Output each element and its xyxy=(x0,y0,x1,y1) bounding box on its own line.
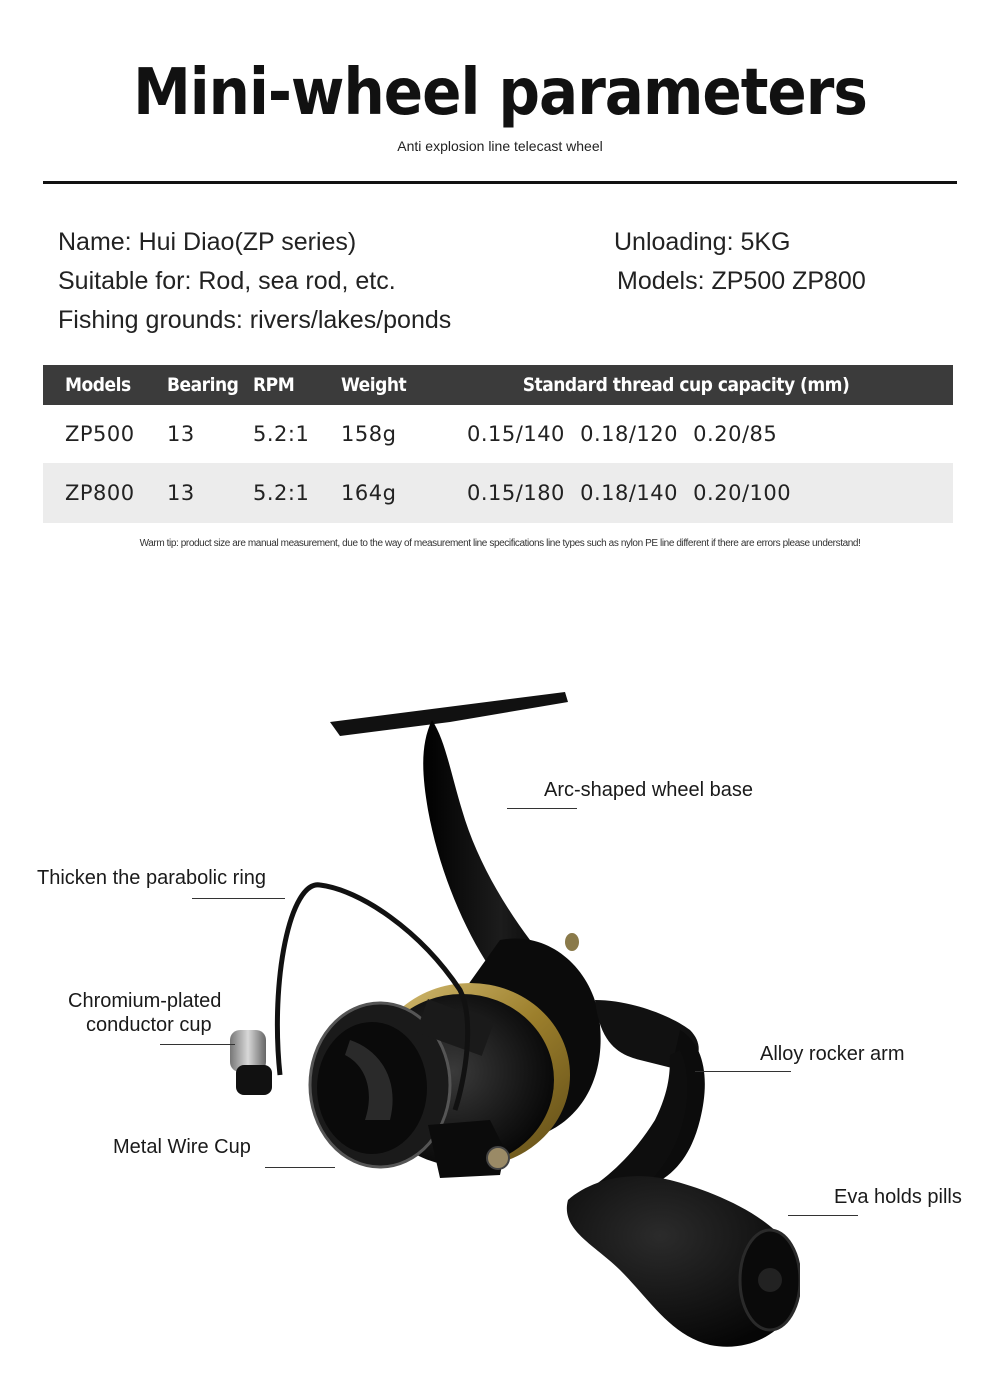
cell-capacity: 0.15/140 0.18/120 0.20/85 xyxy=(419,405,953,463)
cell-model: ZP800 xyxy=(43,463,143,523)
callout-eva-pills: Eva holds pills xyxy=(834,1186,962,1208)
table-row xyxy=(43,405,953,463)
cell-weight: 164g xyxy=(323,463,419,523)
cell-capacity: 0.15/180 0.18/140 0.20/100 xyxy=(419,463,953,523)
info-suitable: Suitable for: Rod, sea rod, etc. xyxy=(58,267,396,295)
page-subtitle: Anti explosion line telecast wheel xyxy=(397,138,603,154)
callout-parabolic-ring: Thicken the parabolic ring xyxy=(37,867,267,889)
leader-line xyxy=(507,808,577,809)
info-fishing-grounds: Fishing grounds: rivers/lakes/ponds xyxy=(58,306,452,334)
rotor-screw xyxy=(487,1147,509,1169)
cell-model: ZP500 xyxy=(43,405,143,463)
cell-bearing: 13 xyxy=(143,405,241,463)
leader-line xyxy=(695,1071,791,1072)
spec-table xyxy=(43,365,953,523)
header-rpm: RPM xyxy=(241,365,323,405)
info-models: Models: ZP500 ZP800 xyxy=(617,267,866,295)
title-divider xyxy=(43,181,957,184)
info-name: Name: Hui Diao(ZP series) xyxy=(58,228,357,256)
warm-tip: Warm tip: product size are manual measurement, due to the way of measurement line specifications line types such as nylon PE line different if there are errors please understand! xyxy=(139,538,861,549)
page-title: Mini-wheel parameters xyxy=(133,54,867,130)
callout-metal-wire-cup: Metal Wire Cup xyxy=(113,1136,251,1158)
spec-table-header-row xyxy=(43,365,953,405)
leader-line xyxy=(192,898,285,899)
cell-rpm: 5.2:1 xyxy=(241,463,323,523)
info-unloading: Unloading: 5KG xyxy=(614,228,791,256)
leader-line xyxy=(265,1167,335,1168)
cell-bearing: 13 xyxy=(143,463,241,523)
callout-arc-shaped-wheel-base: Arc-shaped wheel base xyxy=(544,779,754,801)
line-roller xyxy=(230,1030,272,1095)
handle-knob xyxy=(567,1176,800,1347)
callout-chromium-cup-line1: Chromium-plated xyxy=(68,990,222,1012)
callout-chromium-cup-line2: conductor cup xyxy=(86,1014,212,1036)
leader-line xyxy=(788,1215,858,1216)
table-row xyxy=(43,463,953,523)
header-bearing: Bearing xyxy=(143,365,241,405)
callout-alloy-rocker-arm: Alloy rocker arm xyxy=(760,1043,905,1065)
cell-weight: 158g xyxy=(323,405,419,463)
header-weight: Weight xyxy=(323,365,419,405)
cell-rpm: 5.2:1 xyxy=(241,405,323,463)
header-models: Models xyxy=(43,365,143,405)
header-capacity: Standard thread cup capacity (mm) xyxy=(419,365,953,405)
leader-line xyxy=(160,1044,235,1045)
